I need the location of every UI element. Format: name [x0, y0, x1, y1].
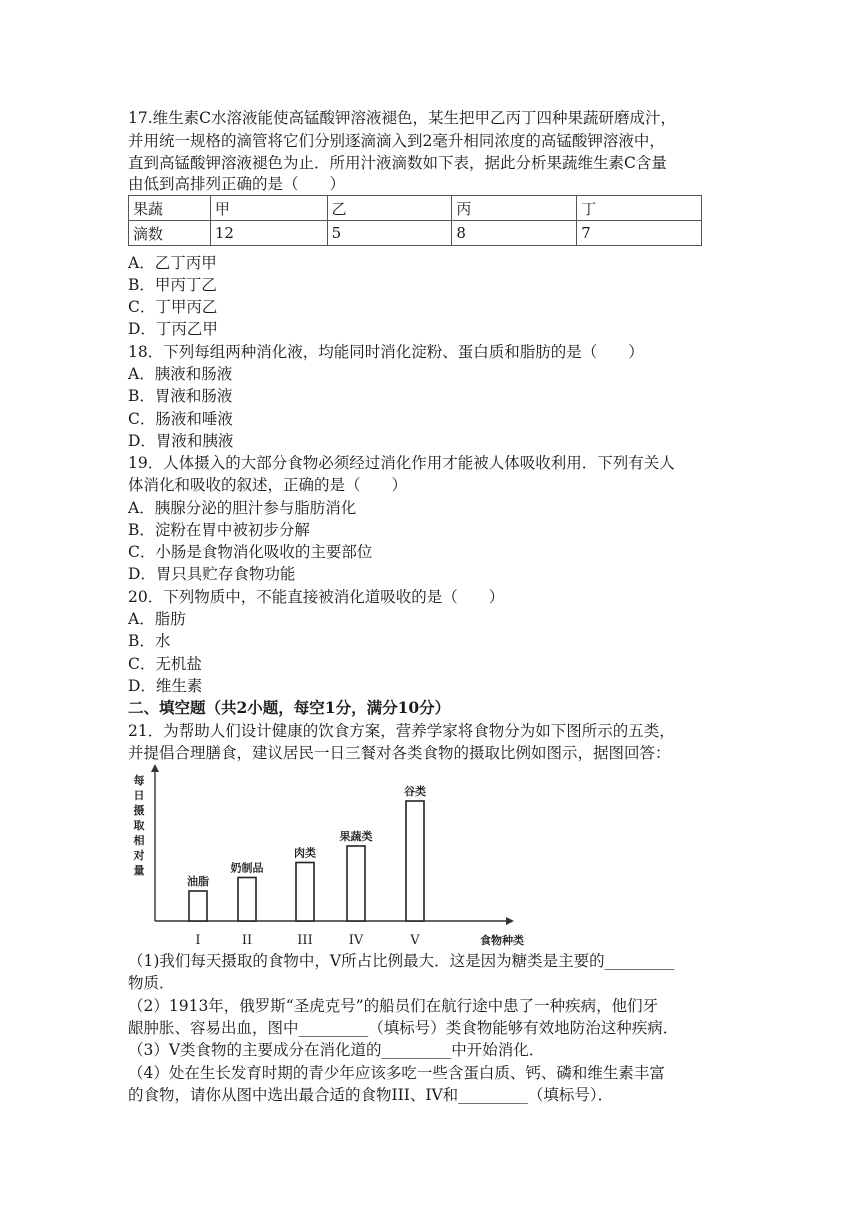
q17-option-d: D．丁丙乙甲: [128, 320, 218, 338]
q20-option-c: C．无机盐: [128, 655, 202, 673]
y-axis-label-char: 取: [133, 819, 145, 832]
table-cell: 滴数: [129, 221, 211, 246]
y-axis-label-text: [133, 773, 146, 877]
table-cell: 5: [327, 221, 452, 246]
q18-option-a: A．胰液和肠液: [128, 365, 233, 383]
q21-line-2: 并提倡合理膳食，建议居民一日三餐对各类食物的摄取比例如图示，据图回答：: [128, 744, 671, 762]
table-cell: 果蔬: [129, 196, 211, 221]
q17-line-1: 17.维生素C水溶液能使高锰酸钾溶液褪色，某生把甲乙丙丁四种果蔬研磨成汁，: [128, 109, 677, 127]
q17-option-b: B．甲丙丁乙: [128, 276, 217, 294]
bar: [189, 891, 207, 921]
q21-sub-3: （3）V类食物的主要成分在消化道的_________中开始消化．: [128, 1041, 545, 1059]
q19-line-1: 19．人体摄入的大部分食物必须经过消化作用才能被人体吸收利用．下列有关人: [128, 454, 675, 472]
q21-sub-2a: （2）1913年，俄罗斯“圣虎克号”的船员们在航行途中患了一种疾病，他们牙: [128, 997, 659, 1015]
bar: [238, 878, 256, 922]
bar-label: 谷类: [404, 785, 426, 798]
x-tick-label: I: [195, 933, 201, 948]
q19-option-d: D．胃只具贮存食物功能: [128, 565, 296, 583]
bar: [406, 801, 424, 921]
y-axis-label-char: 摄: [133, 804, 145, 817]
q21-sub-4b: 的食物，请你从图中选出最合适的食物III、IV和_________（填标号）．: [128, 1086, 614, 1104]
y-axis-label-char: 日: [133, 789, 145, 802]
table-cell: 12: [210, 221, 327, 246]
q19-line-2: 体消化和吸收的叙述，正确的是（ ）: [128, 476, 408, 494]
q19-option-b: B．淀粉在胃中被初步分解: [128, 521, 310, 539]
q20-option-d: D．维生素: [128, 677, 203, 695]
q18-option-b: B．胃液和肠液: [128, 387, 233, 405]
table-row: [129, 196, 702, 221]
y-axis-arrow: [151, 764, 159, 772]
x-axis-arrow: [506, 917, 514, 925]
q18-stem: 18．下列每组两种消化液，均能同时消化淀粉、蛋白质和脂肪的是（ ）: [128, 343, 644, 361]
y-axis-label-char: 相: [133, 834, 145, 847]
bar: [296, 863, 314, 922]
q20-stem: 20．下列物质中，不能直接被消化道吸收的是（ ）: [128, 588, 505, 606]
x-tick-label: II: [241, 933, 253, 948]
x-tick-label: IV: [348, 933, 364, 948]
q20-option-b: B．水: [128, 632, 171, 650]
x-tick-label: III: [297, 933, 313, 948]
bar: [347, 846, 365, 921]
q17-line-3: 直到高锰酸钾溶液褪色为止．所用汁液滴数如下表，据此分析果蔬维生素C含量: [128, 154, 667, 172]
bar-label: 奶制品: [230, 861, 264, 875]
bar-label: 肉类: [294, 846, 316, 860]
table-cell: 8: [452, 221, 577, 246]
q17-option-a: A．乙丁丙甲: [128, 254, 217, 272]
q17-option-c: C．丁甲丙乙: [128, 298, 218, 316]
q17-line-2: 并用统一规格的滴管将它们分别逐滴滴入到2毫升相同浓度的高锰酸钾溶液中，: [128, 132, 665, 150]
table-cell: 丁: [577, 196, 702, 221]
table-cell: 7: [577, 221, 702, 246]
bar-label: 果蔬类: [339, 830, 373, 843]
y-axis-label-char: 对: [133, 849, 145, 862]
q21-sub-1a: （1)我们每天摄取的食物中，V所占比例最大．这是因为糖类是主要的_________: [128, 952, 675, 970]
q21-sub-1b: 物质．: [128, 974, 175, 992]
bar-label: 油脂: [187, 875, 209, 888]
food-intake-chart: [128, 756, 528, 952]
q21-sub-4a: （4）处在生长发育时期的青少年应该多吃一些含蛋白质、钙、磷和维生素丰富: [128, 1064, 665, 1082]
y-axis-label-char: 每: [133, 774, 145, 787]
q18-option-c: C．肠液和唾液: [128, 410, 233, 428]
table-cell: 甲: [210, 196, 327, 221]
q18-option-d: D．胃液和胰液: [128, 432, 234, 450]
fruit-drops-table: [128, 195, 702, 246]
q20-option-a: A．脂肪: [128, 610, 186, 628]
q19-option-a: A．胰腺分泌的胆汁参与脂肪消化: [128, 499, 357, 517]
q21-line-1: 21．为帮助人们设计健康的饮食方案，营养学家将食物分为如下图所示的五类，: [128, 722, 675, 740]
table-cell: 丙: [452, 196, 577, 221]
x-axis-label: 食物种类: [480, 934, 524, 947]
q19-option-c: C．小肠是食物消化吸收的主要部位: [128, 543, 373, 561]
x-tick-label: V: [410, 933, 420, 948]
table-cell: 乙: [327, 196, 452, 221]
section-title: 二、填空题（共2小题，每空1分，满分10分）: [128, 698, 451, 717]
y-axis-label-char: 量: [133, 864, 145, 877]
y-axis-label: [133, 773, 146, 877]
table-row: [129, 221, 702, 246]
q21-sub-2b: 龈肿胀、容易出血，图中_________（填标号）类食物能够有效地防治这种疾病．: [128, 1019, 679, 1037]
q17-line-4: 由低到高排列正确的是（ ）: [128, 175, 346, 193]
